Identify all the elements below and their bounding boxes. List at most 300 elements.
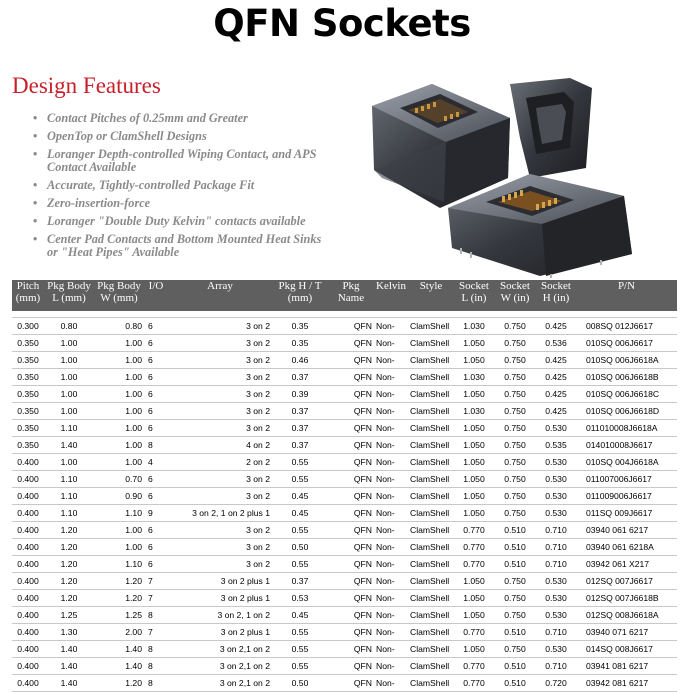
- cell-part-number: 03940 061 6218A: [576, 539, 677, 556]
- cell-kelvin: Non-: [374, 488, 408, 505]
- column-header-line: Socket: [459, 280, 489, 292]
- column-header-socket-h: [536, 280, 576, 311]
- cell-io: 6: [144, 403, 168, 420]
- cell-pkg-name: QFN: [328, 420, 374, 437]
- table-row: [12, 590, 677, 607]
- cell-pkg-body-l: 0.80: [44, 318, 94, 335]
- cell-style: ClamShell: [408, 658, 454, 675]
- cell-array: 3 on 2: [168, 318, 272, 335]
- table-row: [12, 454, 677, 471]
- column-header-pkg-name: [328, 280, 374, 311]
- cell-pkg-name: QFN: [328, 386, 374, 403]
- cell-pkg-body-w: 1.00: [94, 522, 144, 539]
- cell-socket-l: 1.050: [454, 488, 494, 505]
- cell-kelvin: Non-: [374, 318, 408, 335]
- cell-pkg-body-w: 1.20: [94, 573, 144, 590]
- cell-pkg-name: QFN: [328, 624, 374, 641]
- cell-pkg-name: QFN: [328, 403, 374, 420]
- cell-pkg-name: QFN: [328, 471, 374, 488]
- cell-kelvin: Non-: [374, 403, 408, 420]
- column-header-line: H (in): [542, 291, 570, 304]
- cell-socket-h: 0.536: [536, 335, 576, 352]
- cell-io: 6: [144, 522, 168, 539]
- cell-kelvin: Non-: [374, 454, 408, 471]
- cell-socket-h: 0.530: [536, 590, 576, 607]
- column-header-line: W (mm): [100, 291, 138, 304]
- cell-pitch: 0.400: [12, 505, 44, 522]
- cell-kelvin: Non-: [374, 352, 408, 369]
- table-header-row: [12, 280, 677, 311]
- cell-part-number: 03940 071 6217: [576, 624, 677, 641]
- column-header-line: (mm): [287, 291, 313, 304]
- table-row: [12, 505, 677, 522]
- cell-socket-w: 0.750: [494, 454, 536, 471]
- cell-kelvin: Non-: [374, 386, 408, 403]
- qfn-socket-spec-table: [12, 280, 677, 692]
- cell-socket-h: 0.710: [536, 522, 576, 539]
- table-row: [12, 386, 677, 403]
- cell-pkg-name: QFN: [328, 658, 374, 675]
- column-header-part-number: [576, 280, 677, 311]
- cell-pkg-body-l: 1.00: [44, 386, 94, 403]
- column-header-io: [144, 280, 168, 311]
- cell-pitch: 0.400: [12, 624, 44, 641]
- cell-pkg-body-w: 0.90: [94, 488, 144, 505]
- cell-socket-h: 0.710: [536, 658, 576, 675]
- cell-io: 8: [144, 675, 168, 692]
- cell-pkg-name: QFN: [328, 454, 374, 471]
- cell-io: 6: [144, 420, 168, 437]
- feature-item: • Contact Pitches of 0.25mm and Greater: [33, 112, 333, 125]
- cell-socket-l: 1.050: [454, 335, 494, 352]
- cell-socket-h: 0.535: [536, 437, 576, 454]
- cell-pitch: 0.400: [12, 607, 44, 624]
- cell-style: ClamShell: [408, 522, 454, 539]
- cell-pitch: 0.400: [12, 488, 44, 505]
- cell-kelvin: Non-: [374, 658, 408, 675]
- column-header-line: I/O: [148, 280, 164, 292]
- cell-kelvin: Non-: [374, 590, 408, 607]
- cell-pkg-body-l: 1.40: [44, 641, 94, 658]
- feature-item: • Center Pad Contacts and Bottom Mounted Heat Sinks or "Heat Pipes" Available: [33, 233, 333, 259]
- column-header-line: Pkg Body: [97, 280, 141, 292]
- cell-style: ClamShell: [408, 641, 454, 658]
- cell-style: ClamShell: [408, 675, 454, 692]
- cell-part-number: 010SQ 006J6617: [576, 335, 677, 352]
- cell-pitch: 0.400: [12, 641, 44, 658]
- cell-kelvin: Non-: [374, 556, 408, 573]
- cell-socket-w: 0.750: [494, 590, 536, 607]
- design-features-heading: Design Features: [12, 73, 161, 98]
- cell-kelvin: Non-: [374, 420, 408, 437]
- cell-socket-h: 0.710: [536, 539, 576, 556]
- cell-socket-l: 1.030: [454, 403, 494, 420]
- cell-part-number: 012SQ 007J6617: [576, 573, 677, 590]
- cell-pkg-h-t: 0.50: [272, 539, 328, 556]
- cell-array: 3 on 2 plus 1: [168, 590, 272, 607]
- cell-pkg-h-t: 0.45: [272, 505, 328, 522]
- cell-pkg-body-w: 1.20: [94, 675, 144, 692]
- cell-pkg-name: QFN: [328, 335, 374, 352]
- cell-pitch: 0.400: [12, 454, 44, 471]
- cell-socket-l: 1.050: [454, 590, 494, 607]
- cell-socket-h: 0.710: [536, 624, 576, 641]
- cell-socket-h: 0.530: [536, 420, 576, 437]
- cell-socket-l: 1.030: [454, 369, 494, 386]
- cell-pkg-body-w: 1.00: [94, 539, 144, 556]
- feature-item: • Loranger Depth-controlled Wiping Contact, and APS Contact Available: [33, 148, 333, 174]
- cell-socket-h: 0.425: [536, 386, 576, 403]
- cell-part-number: 011010008J6618A: [576, 420, 677, 437]
- cell-socket-w: 0.510: [494, 675, 536, 692]
- cell-io: 6: [144, 471, 168, 488]
- cell-array: 3 on 2: [168, 420, 272, 437]
- cell-array: 3 on 2: [168, 539, 272, 556]
- cell-pkg-h-t: 0.50: [272, 675, 328, 692]
- cell-socket-h: 0.530: [536, 471, 576, 488]
- cell-socket-w: 0.750: [494, 369, 536, 386]
- cell-pkg-h-t: 0.53: [272, 590, 328, 607]
- cell-pkg-h-t: 0.55: [272, 624, 328, 641]
- cell-pkg-h-t: 0.45: [272, 607, 328, 624]
- cell-pitch: 0.400: [12, 658, 44, 675]
- table-row: [12, 420, 677, 437]
- cell-style: ClamShell: [408, 352, 454, 369]
- cell-socket-w: 0.510: [494, 658, 536, 675]
- cell-socket-l: 1.050: [454, 352, 494, 369]
- cell-pkg-name: QFN: [328, 352, 374, 369]
- cell-pkg-body-l: 1.20: [44, 573, 94, 590]
- cell-pkg-h-t: 0.55: [272, 454, 328, 471]
- cell-socket-w: 0.750: [494, 471, 536, 488]
- cell-socket-w: 0.510: [494, 522, 536, 539]
- cell-array: 3 on 2: [168, 335, 272, 352]
- cell-style: ClamShell: [408, 607, 454, 624]
- table-body: [12, 311, 677, 692]
- cell-style: ClamShell: [408, 386, 454, 403]
- cell-socket-w: 0.510: [494, 624, 536, 641]
- cell-pkg-body-l: 1.00: [44, 454, 94, 471]
- cell-part-number: 008SQ 012J6617: [576, 318, 677, 335]
- column-header-pkg-body-l: [44, 280, 94, 311]
- cell-pitch: 0.400: [12, 675, 44, 692]
- cell-array: 3 on 2, 1 on 2 plus 1: [168, 505, 272, 522]
- cell-style: ClamShell: [408, 590, 454, 607]
- column-header-socket-l: [454, 280, 494, 311]
- cell-kelvin: Non-: [374, 471, 408, 488]
- cell-socket-l: 1.050: [454, 505, 494, 522]
- cell-pkg-h-t: 0.35: [272, 335, 328, 352]
- cell-pitch: 0.400: [12, 556, 44, 573]
- cell-part-number: 03942 061 X217: [576, 556, 677, 573]
- cell-kelvin: Non-: [374, 369, 408, 386]
- feature-item: • Accurate, Tightly-controlled Package Fit: [33, 179, 333, 192]
- feature-item: • Loranger "Double Duty Kelvin" contacts available: [33, 215, 333, 228]
- cell-pkg-body-w: 1.10: [94, 556, 144, 573]
- cell-io: 7: [144, 590, 168, 607]
- table-row: [12, 607, 677, 624]
- cell-io: 6: [144, 369, 168, 386]
- cell-pkg-name: QFN: [328, 522, 374, 539]
- column-header-line: P/N: [617, 280, 636, 292]
- cell-kelvin: Non-: [374, 522, 408, 539]
- cell-pkg-name: QFN: [328, 556, 374, 573]
- column-header-line: Pkg H / T: [278, 280, 322, 292]
- cell-socket-w: 0.750: [494, 403, 536, 420]
- cell-kelvin: Non-: [374, 607, 408, 624]
- cell-socket-l: 1.050: [454, 437, 494, 454]
- cell-pkg-body-w: 1.00: [94, 437, 144, 454]
- cell-pkg-body-w: 1.40: [94, 641, 144, 658]
- cell-io: 7: [144, 624, 168, 641]
- cell-socket-h: 0.530: [536, 505, 576, 522]
- cell-io: 8: [144, 607, 168, 624]
- column-header-line: Socket: [541, 280, 571, 292]
- column-header-line: Socket: [500, 280, 530, 292]
- cell-kelvin: Non-: [374, 505, 408, 522]
- cell-part-number: 012SQ 007J6618B: [576, 590, 677, 607]
- cell-array: 3 on 2, 1 on 2: [168, 607, 272, 624]
- cell-io: 6: [144, 386, 168, 403]
- cell-socket-l: 1.030: [454, 318, 494, 335]
- cell-socket-h: 0.530: [536, 488, 576, 505]
- cell-style: ClamShell: [408, 318, 454, 335]
- column-header-line: Style: [419, 280, 443, 292]
- cell-io: 6: [144, 352, 168, 369]
- cell-pkg-name: QFN: [328, 437, 374, 454]
- cell-pkg-h-t: 0.55: [272, 658, 328, 675]
- cell-socket-h: 0.425: [536, 318, 576, 335]
- cell-part-number: 014SQ 008J6617: [576, 641, 677, 658]
- cell-pkg-body-l: 1.20: [44, 539, 94, 556]
- closed-socket: [372, 84, 510, 208]
- cell-pkg-body-l: 1.00: [44, 403, 94, 420]
- column-header-line: Array: [207, 280, 233, 292]
- cell-socket-l: 0.770: [454, 624, 494, 641]
- cell-pkg-h-t: 0.55: [272, 556, 328, 573]
- table-row: [12, 318, 677, 335]
- cell-socket-w: 0.750: [494, 437, 536, 454]
- cell-style: ClamShell: [408, 420, 454, 437]
- cell-pkg-body-w: 1.00: [94, 403, 144, 420]
- cell-pitch: 0.400: [12, 539, 44, 556]
- cell-pkg-h-t: 0.37: [272, 403, 328, 420]
- table-row: [12, 352, 677, 369]
- cell-io: 7: [144, 573, 168, 590]
- cell-part-number: 010SQ 004J6618A: [576, 454, 677, 471]
- cell-style: ClamShell: [408, 437, 454, 454]
- cell-pitch: 0.350: [12, 386, 44, 403]
- cell-socket-w: 0.510: [494, 539, 536, 556]
- cell-pkg-body-w: 1.00: [94, 352, 144, 369]
- cell-array: 2 on 2: [168, 454, 272, 471]
- cell-pkg-h-t: 0.46: [272, 352, 328, 369]
- cell-socket-w: 0.750: [494, 573, 536, 590]
- table-row: [12, 675, 677, 692]
- cell-style: ClamShell: [408, 335, 454, 352]
- cell-pkg-name: QFN: [328, 505, 374, 522]
- cell-io: 6: [144, 488, 168, 505]
- cell-array: 3 on 2: [168, 522, 272, 539]
- cell-pkg-h-t: 0.55: [272, 471, 328, 488]
- table-row: [12, 369, 677, 386]
- column-header-pkg-h-t: [272, 280, 328, 311]
- cell-array: 3 on 2: [168, 471, 272, 488]
- cell-pkg-body-w: 1.00: [94, 335, 144, 352]
- cell-array: 3 on 2: [168, 556, 272, 573]
- cell-pkg-body-w: 0.70: [94, 471, 144, 488]
- column-header-line: L (in): [461, 291, 487, 304]
- cell-pkg-body-w: 1.00: [94, 420, 144, 437]
- cell-part-number: 010SQ 006J6618B: [576, 369, 677, 386]
- qfn-socket-photo: [360, 78, 660, 278]
- cell-pkg-body-l: 1.30: [44, 624, 94, 641]
- cell-part-number: 03941 081 6217: [576, 658, 677, 675]
- cell-pitch: 0.350: [12, 420, 44, 437]
- table-row: [12, 437, 677, 454]
- column-header-line: L (mm): [52, 291, 86, 304]
- cell-io: 6: [144, 556, 168, 573]
- cell-pkg-body-l: 1.20: [44, 590, 94, 607]
- cell-array: 3 on 2,1 on 2: [168, 675, 272, 692]
- cell-socket-l: 1.050: [454, 607, 494, 624]
- cell-socket-h: 0.720: [536, 675, 576, 692]
- cell-style: ClamShell: [408, 539, 454, 556]
- cell-io: 6: [144, 539, 168, 556]
- cell-pkg-body-l: 1.20: [44, 522, 94, 539]
- cell-pitch: 0.350: [12, 369, 44, 386]
- cell-array: 3 on 2 plus 1: [168, 624, 272, 641]
- cell-socket-h: 0.530: [536, 641, 576, 658]
- cell-socket-w: 0.750: [494, 386, 536, 403]
- cell-kelvin: Non-: [374, 641, 408, 658]
- cell-pkg-h-t: 0.37: [272, 437, 328, 454]
- cell-pkg-body-w: 0.80: [94, 318, 144, 335]
- cell-io: 8: [144, 641, 168, 658]
- cell-style: ClamShell: [408, 454, 454, 471]
- cell-kelvin: Non-: [374, 624, 408, 641]
- cell-socket-w: 0.750: [494, 318, 536, 335]
- cell-style: ClamShell: [408, 403, 454, 420]
- cell-style: ClamShell: [408, 488, 454, 505]
- cell-pkg-name: QFN: [328, 675, 374, 692]
- cell-array: 3 on 2: [168, 488, 272, 505]
- cell-kelvin: Non-: [374, 335, 408, 352]
- cell-style: ClamShell: [408, 505, 454, 522]
- cell-pkg-body-w: 1.00: [94, 369, 144, 386]
- cell-part-number: 012SQ 008J6618A: [576, 607, 677, 624]
- cell-socket-l: 0.770: [454, 658, 494, 675]
- cell-socket-h: 0.530: [536, 454, 576, 471]
- cell-pkg-h-t: 0.35: [272, 318, 328, 335]
- cell-socket-h: 0.425: [536, 352, 576, 369]
- table-row: [12, 488, 677, 505]
- cell-socket-l: 0.770: [454, 675, 494, 692]
- cell-socket-h: 0.425: [536, 369, 576, 386]
- column-header-line: Kelvin: [376, 280, 406, 292]
- table-row: [12, 522, 677, 539]
- cell-pkg-body-l: 1.40: [44, 437, 94, 454]
- cell-io: 8: [144, 437, 168, 454]
- table-row: [12, 403, 677, 420]
- cell-socket-w: 0.750: [494, 335, 536, 352]
- cell-pkg-body-l: 1.10: [44, 505, 94, 522]
- cell-pkg-body-l: 1.10: [44, 420, 94, 437]
- cell-io: 6: [144, 318, 168, 335]
- cell-part-number: 014010008J6617: [576, 437, 677, 454]
- cell-array: 3 on 2,1 on 2: [168, 658, 272, 675]
- cell-part-number: 010SQ 006J6618C: [576, 386, 677, 403]
- cell-pkg-h-t: 0.39: [272, 386, 328, 403]
- cell-pkg-body-w: 2.00: [94, 624, 144, 641]
- cell-pkg-h-t: 0.37: [272, 573, 328, 590]
- cell-pkg-h-t: 0.37: [272, 369, 328, 386]
- table-row: [12, 624, 677, 641]
- cell-part-number: 011007006J6617: [576, 471, 677, 488]
- column-header-line: Pkg Name: [337, 280, 365, 304]
- cell-socket-w: 0.750: [494, 607, 536, 624]
- cell-pkg-body-l: 1.20: [44, 556, 94, 573]
- cell-style: ClamShell: [408, 369, 454, 386]
- cell-pitch: 0.400: [12, 471, 44, 488]
- cell-array: 3 on 2: [168, 386, 272, 403]
- table-row: [12, 539, 677, 556]
- cell-socket-w: 0.750: [494, 505, 536, 522]
- column-header-line: W (in): [500, 291, 530, 304]
- column-header-line: (mm): [15, 291, 41, 304]
- cell-array: 4 on 2: [168, 437, 272, 454]
- table-row: [12, 641, 677, 658]
- cell-style: ClamShell: [408, 624, 454, 641]
- column-header-line: Pkg Body: [47, 280, 91, 292]
- cell-pkg-body-w: 1.10: [94, 505, 144, 522]
- cell-socket-h: 0.710: [536, 556, 576, 573]
- cell-part-number: 03940 061 6217: [576, 522, 677, 539]
- column-header-style: [408, 280, 454, 311]
- cell-pkg-body-l: 1.00: [44, 335, 94, 352]
- cell-socket-w: 0.750: [494, 641, 536, 658]
- cell-kelvin: Non-: [374, 539, 408, 556]
- cell-kelvin: Non-: [374, 675, 408, 692]
- cell-array: 3 on 2: [168, 352, 272, 369]
- cell-pkg-name: QFN: [328, 369, 374, 386]
- cell-pkg-body-w: 1.25: [94, 607, 144, 624]
- cell-style: ClamShell: [408, 556, 454, 573]
- column-header-socket-w: [494, 280, 536, 311]
- cell-socket-w: 0.750: [494, 352, 536, 369]
- design-features-list: [33, 112, 333, 264]
- cell-socket-l: 0.770: [454, 539, 494, 556]
- cell-socket-w: 0.750: [494, 420, 536, 437]
- cell-socket-h: 0.530: [536, 607, 576, 624]
- cell-kelvin: Non-: [374, 573, 408, 590]
- cell-pitch: 0.350: [12, 437, 44, 454]
- cell-socket-l: 1.050: [454, 454, 494, 471]
- column-header-pkg-body-w: [94, 280, 144, 311]
- cell-pitch: 0.350: [12, 352, 44, 369]
- cell-pkg-h-t: 0.45: [272, 488, 328, 505]
- cell-socket-w: 0.510: [494, 556, 536, 573]
- cell-pitch: 0.350: [12, 335, 44, 352]
- cell-pkg-name: QFN: [328, 573, 374, 590]
- cell-socket-l: 0.770: [454, 556, 494, 573]
- table-row: [12, 658, 677, 675]
- cell-socket-l: 1.050: [454, 573, 494, 590]
- cell-pkg-body-l: 1.00: [44, 352, 94, 369]
- column-header-kelvin: [374, 280, 408, 311]
- cell-part-number: 010SQ 006J6618A: [576, 352, 677, 369]
- cell-io: 4: [144, 454, 168, 471]
